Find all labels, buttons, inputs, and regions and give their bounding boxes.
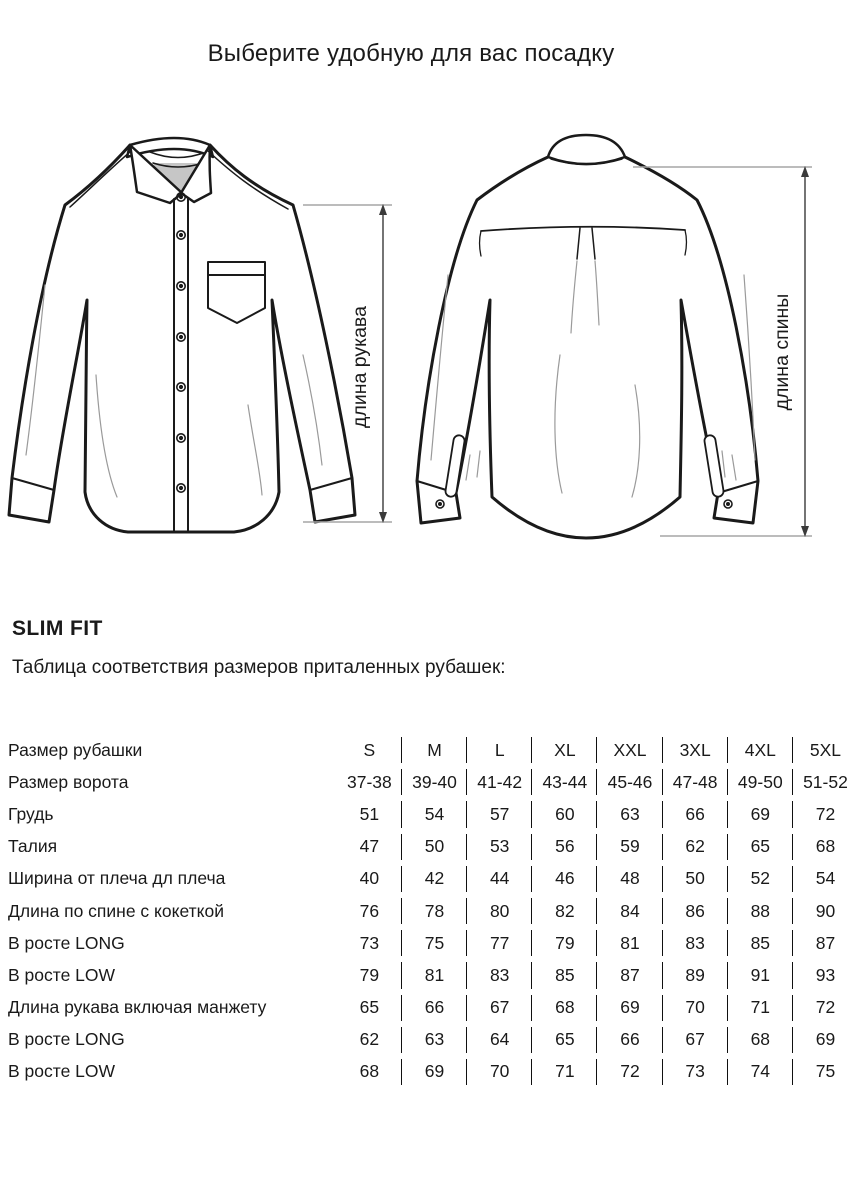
row-label: Длина по спине с кокеткой: [8, 900, 225, 921]
size-value: 51-52: [803, 771, 848, 792]
size-value: 69: [815, 1029, 836, 1050]
size-value: 66: [663, 798, 728, 830]
size-value: 43-44: [532, 766, 597, 798]
size-value: 81: [597, 927, 662, 959]
size-value: 69: [597, 992, 662, 1024]
row-label: В росте LONG: [8, 1029, 125, 1050]
table-subtitle: Таблица соответствия размеров приталенных рубашек:: [12, 657, 506, 678]
size-value: 67: [467, 992, 532, 1024]
row-label: В росте LOW: [8, 1061, 116, 1082]
row-label: Талия: [8, 836, 58, 857]
size-value: 46: [532, 863, 597, 895]
page-title: Выберите удобную для вас посадку: [207, 40, 615, 67]
size-value: 47: [337, 831, 402, 863]
back-length-label: длина спины: [771, 293, 793, 411]
size-value: 44: [467, 863, 532, 895]
size-value: 57: [467, 798, 532, 830]
size-value: 66: [597, 1024, 662, 1056]
size-value: 4XL: [728, 734, 793, 766]
size-value: 69: [728, 798, 793, 830]
size-value: 71: [728, 992, 793, 1024]
size-value: 63: [597, 798, 662, 830]
size-value: 56: [532, 831, 597, 863]
size-value: 65: [728, 831, 793, 863]
size-value: 60: [532, 798, 597, 830]
table-row: [8, 927, 858, 959]
size-value: 87: [815, 932, 836, 953]
size-value: 40: [337, 863, 402, 895]
size-value: 85: [532, 959, 597, 991]
size-value: 49-50: [728, 766, 793, 798]
shirt-back-drawing: [417, 135, 758, 538]
size-value: 76: [337, 895, 402, 927]
row-label: Размер рубашки: [8, 739, 143, 760]
size-value: 68: [728, 1024, 793, 1056]
size-value: 71: [532, 1056, 597, 1088]
size-value: 89: [663, 959, 728, 991]
table-row: [8, 959, 858, 991]
size-value: XL: [532, 734, 597, 766]
size-value: 68: [815, 836, 836, 857]
size-value: 37-38: [337, 766, 402, 798]
table-row: [8, 992, 858, 1024]
size-value: 62: [663, 831, 728, 863]
size-value: 91: [728, 959, 793, 991]
size-value: 67: [663, 1024, 728, 1056]
size-value: 73: [337, 927, 402, 959]
size-value: 59: [597, 831, 662, 863]
size-value: 84: [597, 895, 662, 927]
size-value: 52: [728, 863, 793, 895]
size-value: 73: [663, 1056, 728, 1088]
size-value: 65: [532, 1024, 597, 1056]
table-row: [8, 831, 858, 863]
size-value: 83: [467, 959, 532, 991]
fit-heading: SLIM FIT: [12, 617, 103, 640]
row-label: Ширина от плеча дл плеча: [8, 868, 226, 889]
shirt-front-drawing: [9, 138, 355, 532]
back-silhouette: [417, 157, 758, 538]
size-value: 64: [467, 1024, 532, 1056]
row-label: Размер ворота: [8, 771, 129, 792]
size-value: 72: [815, 997, 836, 1018]
sleeve-length-label: длина рукава: [349, 306, 371, 428]
shirt-diagram: [0, 125, 862, 595]
size-value: XXL: [597, 734, 662, 766]
size-value: 77: [467, 927, 532, 959]
size-value: 87: [597, 959, 662, 991]
size-value: 90: [815, 900, 836, 921]
size-value: 79: [337, 959, 402, 991]
table-row: [8, 895, 858, 927]
size-value: 68: [337, 1056, 402, 1088]
table-row: [8, 1024, 858, 1056]
size-value: 72: [815, 803, 836, 824]
size-value: 45-46: [597, 766, 662, 798]
size-value: 68: [532, 992, 597, 1024]
size-value: 51: [337, 798, 402, 830]
table-row: [8, 798, 858, 830]
row-label: В росте LONG: [8, 932, 125, 953]
size-value: 82: [532, 895, 597, 927]
row-label: Грудь: [8, 803, 54, 824]
size-value: 3XL: [663, 734, 728, 766]
table-row: [8, 766, 858, 798]
table-row: [8, 1056, 858, 1088]
size-table: [8, 734, 858, 1088]
size-value: 63: [402, 1024, 467, 1056]
size-value: L: [467, 734, 532, 766]
size-value: 65: [337, 992, 402, 1024]
size-value: 93: [815, 964, 836, 985]
back-collar: [548, 135, 625, 164]
size-value: 5XL: [809, 739, 842, 760]
size-value: 42: [402, 863, 467, 895]
size-value: 70: [663, 992, 728, 1024]
shirt-diagram-svg: [0, 125, 862, 595]
size-value: 75: [402, 927, 467, 959]
size-value: 50: [402, 831, 467, 863]
size-value: 50: [663, 863, 728, 895]
size-value: 70: [467, 1056, 532, 1088]
size-value: 66: [402, 992, 467, 1024]
size-value: 83: [663, 927, 728, 959]
size-value: 72: [597, 1056, 662, 1088]
size-value: 86: [663, 895, 728, 927]
size-value: 88: [728, 895, 793, 927]
size-value: 74: [728, 1056, 793, 1088]
size-value: M: [402, 734, 467, 766]
size-value: 41-42: [467, 766, 532, 798]
table-row: [8, 863, 858, 895]
size-value: 39-40: [402, 766, 467, 798]
size-value: 78: [402, 895, 467, 927]
size-value: 47-48: [663, 766, 728, 798]
size-value: S: [337, 734, 402, 766]
row-label: В росте LOW: [8, 964, 116, 985]
size-value: 54: [402, 798, 467, 830]
size-value: 85: [728, 927, 793, 959]
table-row: [8, 734, 858, 766]
size-value: 69: [402, 1056, 467, 1088]
size-value: 54: [815, 868, 836, 889]
size-value: 48: [597, 863, 662, 895]
row-label: Длина рукава включая манжету: [8, 997, 267, 1018]
size-value: 53: [467, 831, 532, 863]
size-value: 80: [467, 895, 532, 927]
size-value: 62: [337, 1024, 402, 1056]
size-value: 75: [815, 1061, 836, 1082]
size-value: 81: [402, 959, 467, 991]
size-value: 79: [532, 927, 597, 959]
